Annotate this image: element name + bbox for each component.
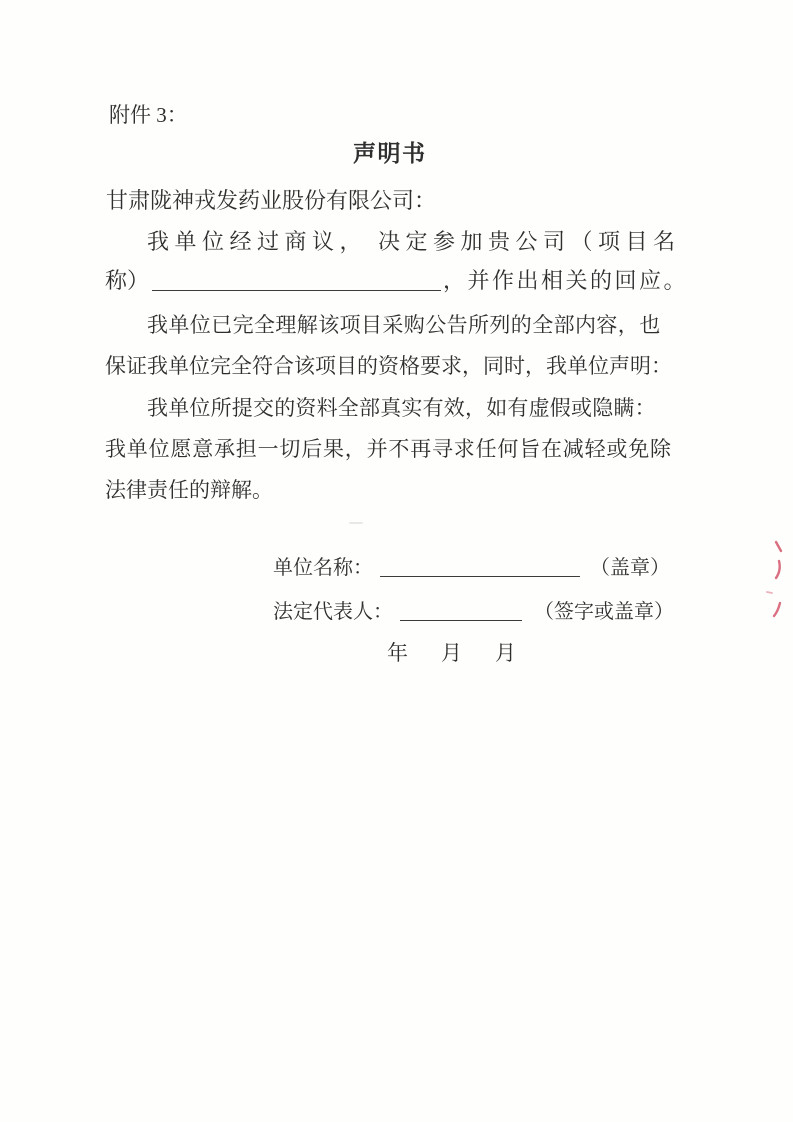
- red-ink-marks-right-edge: [760, 535, 793, 625]
- red-ink-stroke-1: [776, 542, 781, 551]
- company-name-label: 单位名称：: [273, 557, 373, 579]
- scan-speck: [349, 522, 363, 524]
- paragraph3-line3: 法律责任的辩解。: [105, 478, 273, 502]
- legal-representative-label: 法定代表人：: [273, 601, 393, 623]
- paragraph1-line2: [105, 268, 688, 294]
- representative-sign-note: （签字或盖章）: [534, 601, 674, 623]
- company-name-line: [273, 555, 670, 581]
- paragraph2-line1: 我单位已完全理解该项目采购公告所列的全部内容，也: [147, 313, 661, 337]
- paragraph1-line1: 我单位经过商议， 决定参加贵公司（项目名: [147, 229, 681, 254]
- paragraph2-line2: 保证我单位完全符合该项目的资格要求，同时，我单位声明：: [105, 354, 672, 378]
- paragraph3-line1: 我单位所提交的资料全部真实有效，如有虚假或隐瞒：: [147, 396, 656, 420]
- addressee-line: 甘肃陇神戎发药业股份有限公司：: [106, 188, 437, 213]
- paragraph1-line2-suffix: ，并作出相关的回应。: [443, 268, 689, 293]
- attachment-label: 附件 3：: [109, 103, 188, 127]
- paragraph1-line2-prefix: 称）: [105, 268, 150, 293]
- document-title: 声明书: [353, 141, 427, 166]
- paragraph3-line2: 我单位愿意承担一切后果，并不再寻求任何旨在减轻或免除: [105, 437, 672, 461]
- company-name-blank: [380, 556, 580, 577]
- project-name-blank: [152, 270, 441, 291]
- red-ink-stroke-3: [767, 592, 772, 593]
- red-ink-stroke-4: [774, 603, 780, 616]
- date-line: 年 月 月: [387, 641, 522, 665]
- company-seal-note: （盖章）: [590, 557, 670, 579]
- legal-representative-line: [273, 599, 674, 625]
- legal-representative-blank: [400, 600, 522, 621]
- red-ink-stroke-2: [776, 561, 780, 578]
